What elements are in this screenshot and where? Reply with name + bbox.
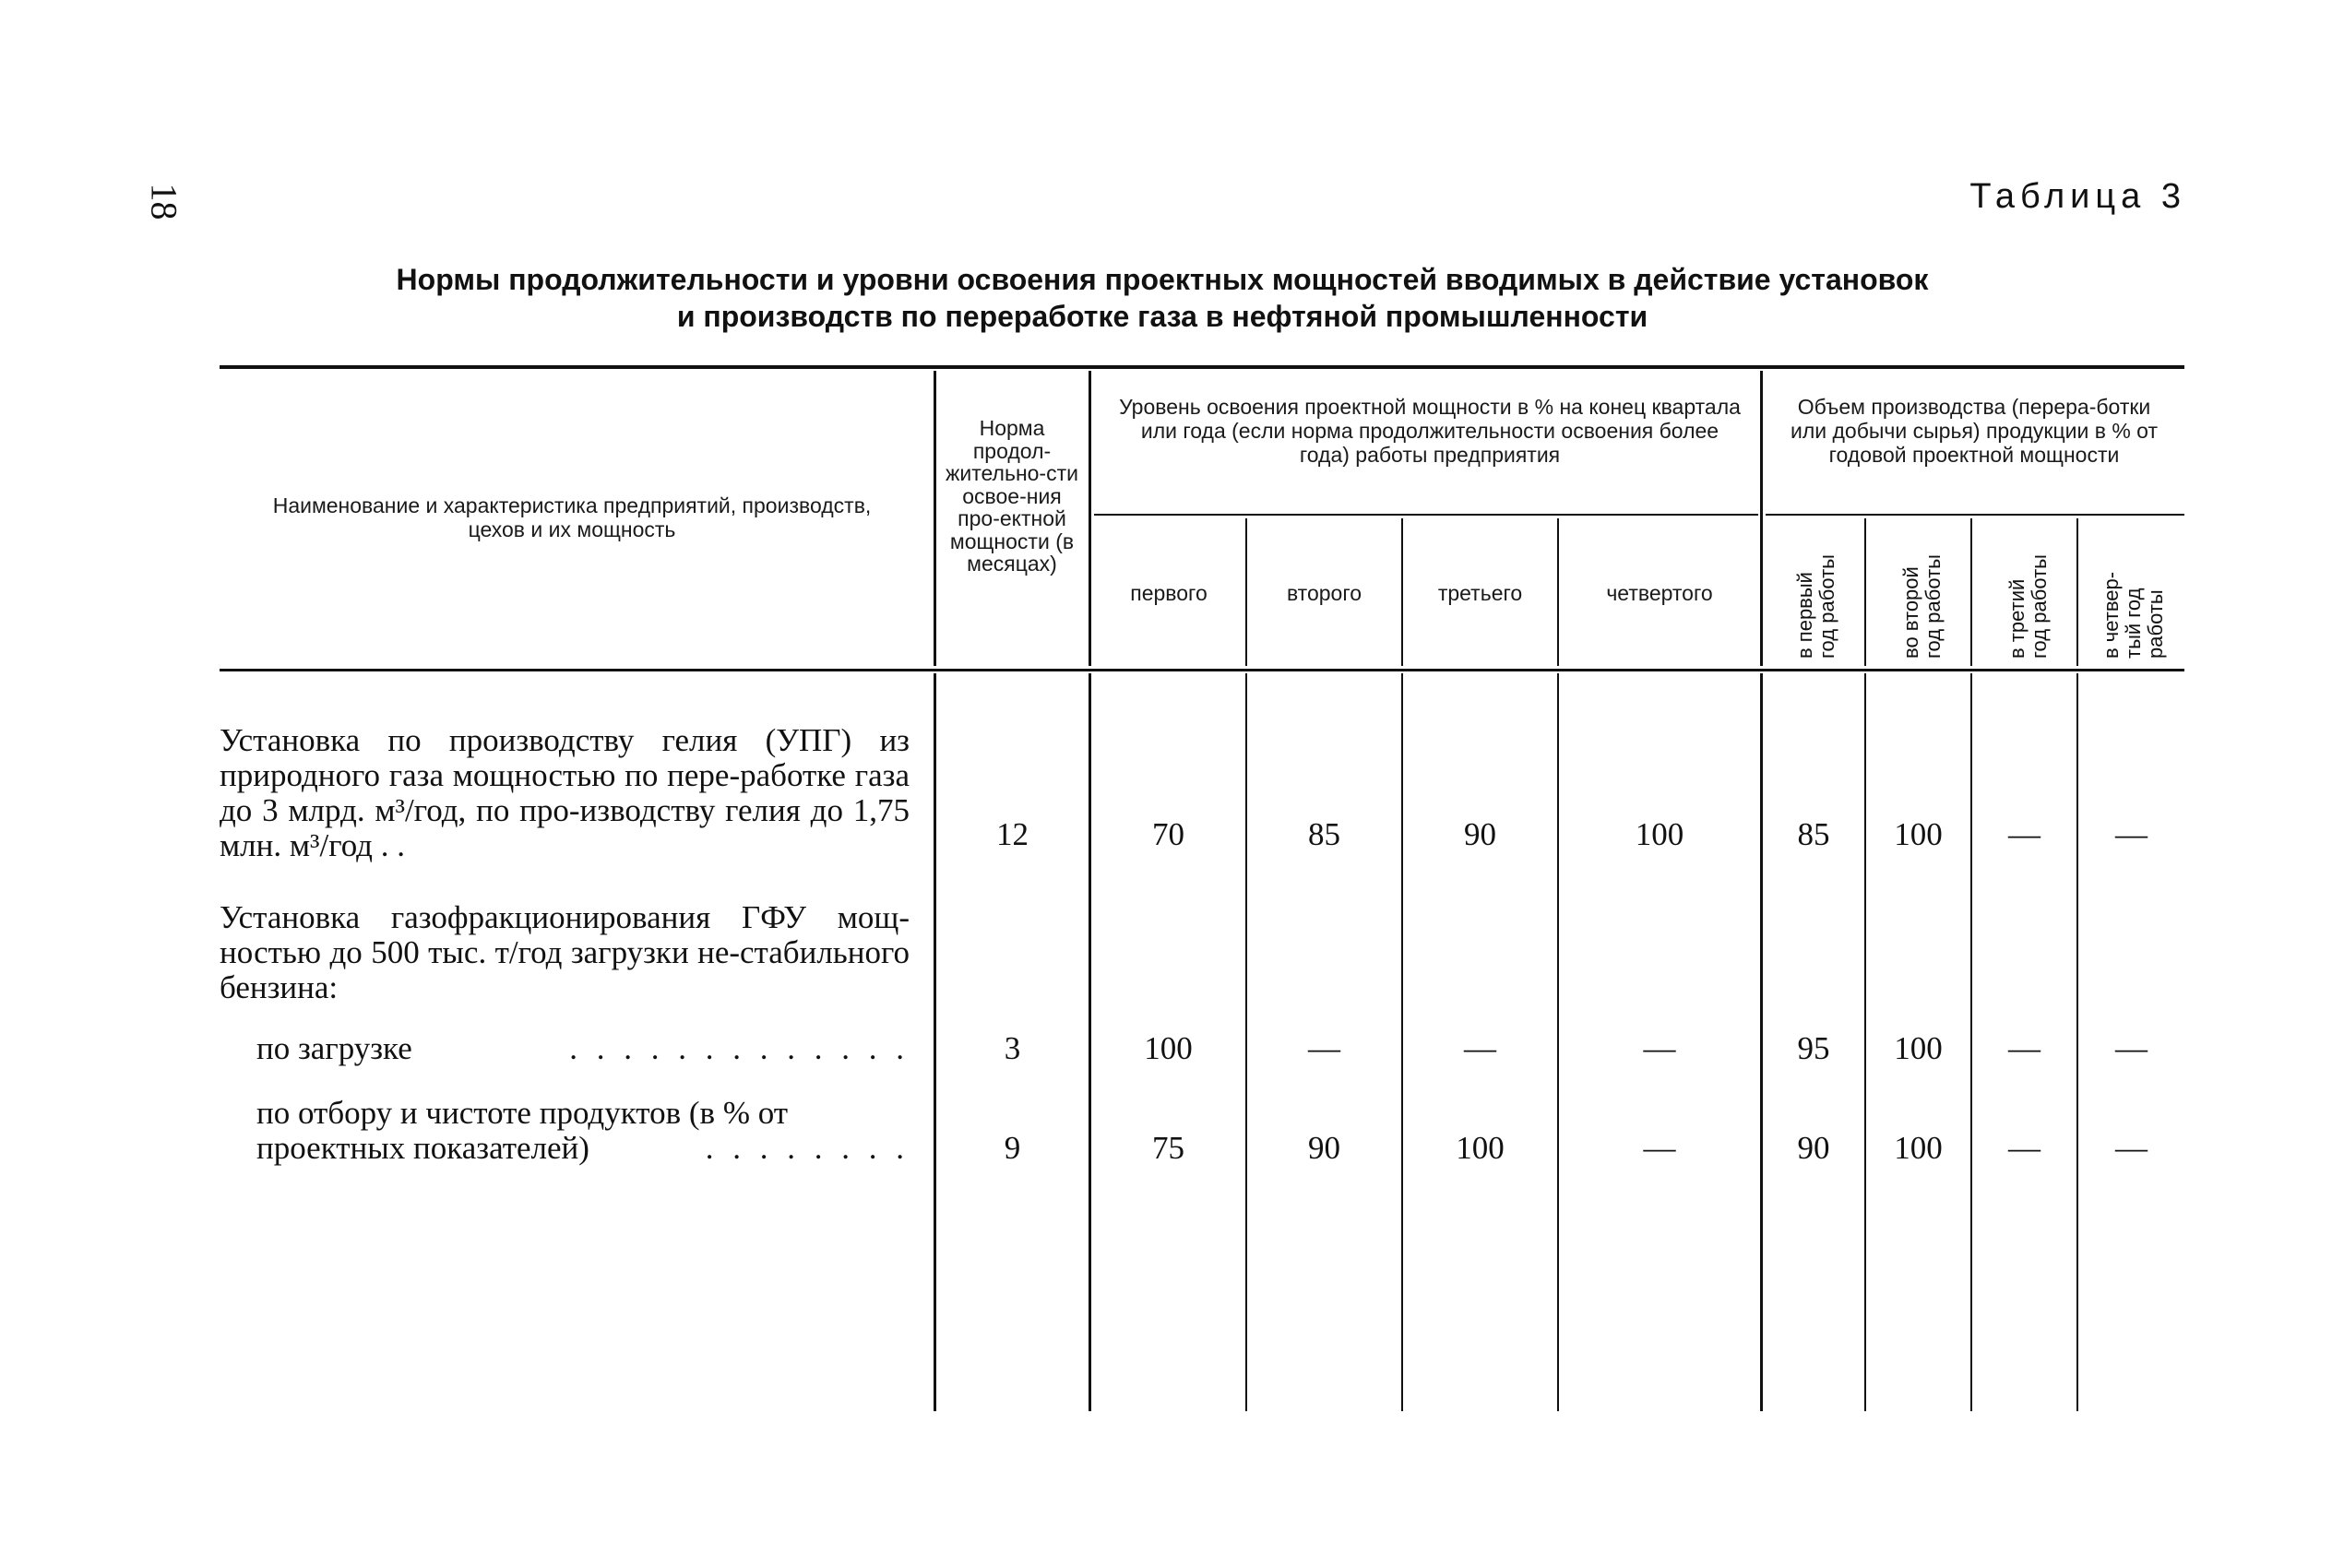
- row-2-name: Установка газофракционирования ГФУ мощ-ностью до 500 тыс. т/год загрузки не-стабильного бензина:: [220, 899, 910, 1005]
- row-1-q1: 70: [1152, 816, 1184, 852]
- header-year-3: в третий год работы: [2005, 554, 2051, 659]
- col-rule-q3: [1557, 518, 1559, 666]
- table-label: Таблица 3: [1969, 177, 2186, 216]
- row-4-q1: 75: [1152, 1130, 1184, 1166]
- row-4-y4: —: [2115, 1130, 2148, 1166]
- row-3-y4: —: [2115, 1030, 2148, 1066]
- subheader-rule-quarters: [1094, 514, 1758, 516]
- row-4-name: [256, 1096, 910, 1166]
- row-3-norm: 3: [1004, 1030, 1021, 1066]
- row-4-y2: 100: [1894, 1130, 1943, 1166]
- col-rule-q1: [1245, 518, 1247, 666]
- row-1-q2: 85: [1308, 816, 1340, 852]
- col-rule-y2: [1970, 518, 1972, 666]
- header-level-group: Уровень освоения проектной мощности в % на конец квартала или года (если норма продолжительности освоения более года) работы предприятия: [1119, 395, 1741, 467]
- header-quarter-3: третьего: [1437, 581, 1523, 605]
- row-1-y4: —: [2115, 816, 2148, 852]
- row-3-q4: —: [1643, 1030, 1676, 1066]
- title-line-2: и производств по переработке газа в нефтяной промышленности: [676, 300, 1648, 333]
- col-rule-name: [934, 371, 936, 666]
- header-year-1: в первый год работы: [1793, 554, 1838, 659]
- title-line-1: Нормы продолжительности и уровни освоения проектных мощностей вводимых в действие установок: [396, 263, 1929, 296]
- row-1-q4: 100: [1635, 816, 1684, 852]
- row-3-y2: 100: [1894, 1030, 1943, 1066]
- row-4-q2: 90: [1308, 1130, 1340, 1166]
- row-3-y3: —: [2008, 1030, 2040, 1066]
- header-quarter-2: второго: [1286, 581, 1362, 605]
- row-3-q1: 100: [1144, 1030, 1193, 1066]
- row-1-y3: —: [2008, 816, 2040, 852]
- header-norm: Норма продол-жительно-сти освое-ния про-ектной мощности (в месяцах): [946, 416, 1078, 576]
- row-4-label: по отбору и чистоте продуктов (в % от проектных показателей): [256, 1095, 789, 1166]
- row-1-y2: 100: [1894, 816, 1943, 852]
- row-4-y3: —: [2008, 1130, 2040, 1166]
- row-1-y1: 85: [1797, 816, 1830, 852]
- row-3-q3: —: [1464, 1030, 1496, 1066]
- subheader-rule-years: [1766, 514, 2184, 516]
- row-4-leader-dots: . . . . . . . .: [705, 1130, 910, 1166]
- row-4-y1: 90: [1797, 1130, 1830, 1166]
- row-4-q3: 100: [1456, 1130, 1505, 1166]
- header-year-2: во второй год работы: [1899, 554, 1945, 659]
- row-1-name: Установка по производству гелия (УПГ) из природного газа мощностью по пере-работке газа до 3 млрд. м³/год, по про-изводству гелия до 1,75 млн. м³/год . .: [220, 722, 910, 863]
- header-name: Наименование и характеристика предприятий, производств, цехов и их мощность: [272, 493, 872, 541]
- row-3-leader-dots: . . . . . . . . . . . . .: [569, 1030, 910, 1066]
- col-rule-y1: [1864, 518, 1866, 666]
- header-quarter-4: четвертого: [1606, 581, 1713, 605]
- row-4-q4: —: [1643, 1130, 1676, 1166]
- header-quarter-1: первого: [1130, 581, 1208, 605]
- col-rule-q4: [1760, 371, 1763, 666]
- col-rule-norm: [1089, 371, 1091, 666]
- header-volume-group: Объем производства (перера-ботки или добычи сырья) продукции в % от годовой проектной мощности: [1791, 395, 2158, 467]
- row-1-norm: 12: [996, 816, 1029, 852]
- row-3-label: по загрузке: [256, 1030, 412, 1066]
- row-1-q3: 90: [1464, 816, 1496, 852]
- col-rule-y3: [2076, 518, 2078, 666]
- row-4-norm: 9: [1004, 1130, 1021, 1166]
- row-3-name: [256, 1031, 910, 1066]
- header-bottom-rule: [220, 669, 2184, 671]
- row-3-y1: 95: [1797, 1030, 1830, 1066]
- col-rule-q2: [1401, 518, 1403, 666]
- page-number: 18: [143, 183, 185, 220]
- document-title: [221, 261, 2103, 335]
- header-year-4: в четвер- тый год работы: [2100, 571, 2167, 659]
- table-top-rule: [220, 365, 2184, 369]
- row-3-q2: —: [1308, 1030, 1340, 1066]
